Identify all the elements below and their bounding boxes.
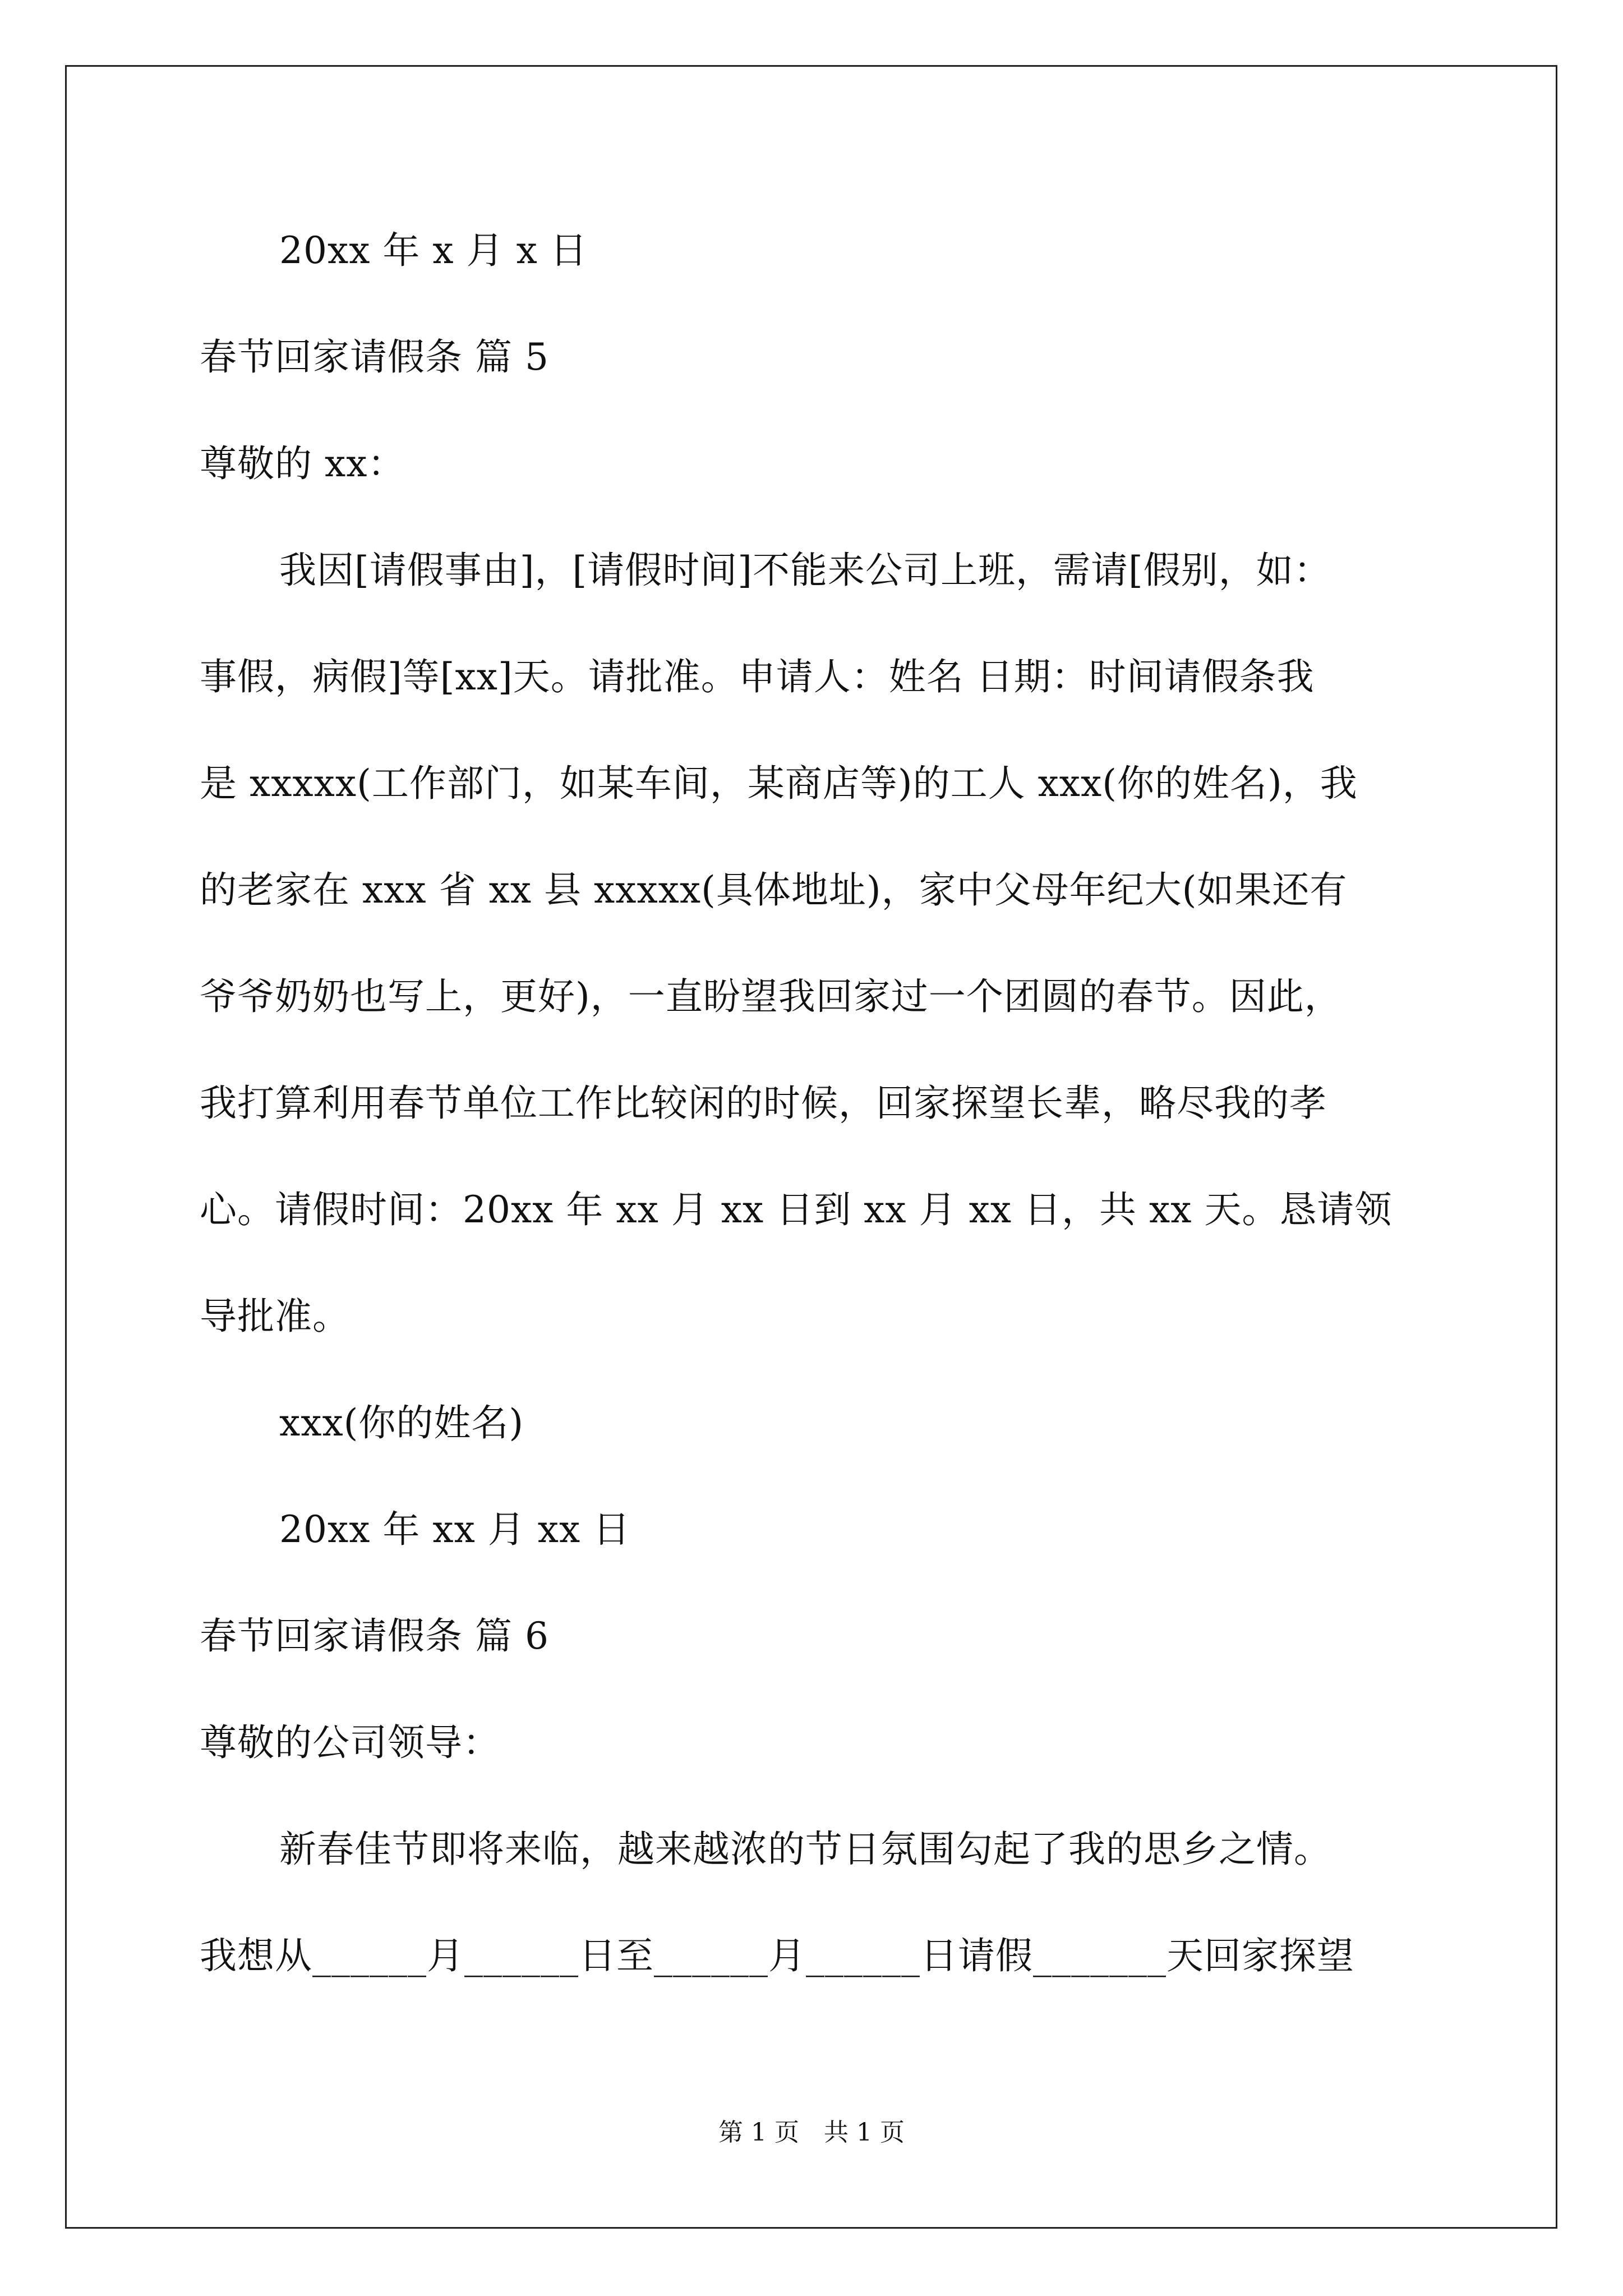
body-paragraph-line: 新春佳节即将来临，越来越浓的节日氛围勾起了我的思乡之情。 [279, 1828, 1331, 1871]
section-heading-6: 春节回家请假条 篇 6 [200, 1614, 549, 1658]
body-paragraph-line: 导批准。 [200, 1295, 350, 1338]
salutation-1: 尊敬的 xx： [200, 442, 405, 485]
date-line-2: 20xx 年 xx 月 xx 日 [279, 1508, 631, 1551]
body-paragraph-line: 我打算利用春节单位工作比较闲的时候，回家探望长辈，略尽我的孝 [200, 1082, 1327, 1125]
date-line-1: 20xx 年 x 月 x 日 [279, 229, 588, 272]
page-border [65, 65, 1557, 2229]
section-heading-5: 春节回家请假条 篇 5 [200, 335, 549, 379]
body-paragraph-line: 事假，病假]等[xx]天。请批准。申请人：姓名 日期：时间请假条我 [200, 655, 1315, 698]
page-footer: 第 1 页 共 1 页 [718, 2118, 905, 2147]
body-paragraph-line: 我因[请假事由]，[请假时间]不能来公司上班，需请[假别，如： [279, 549, 1331, 592]
body-paragraph-line: 的老家在 xxx 省 xx 县 xxxxx(具体地址)，家中父母年纪大(如果还有 [200, 868, 1348, 912]
body-paragraph-line: 爷爷奶奶也写上，更好)，一直盼望我回家过一个团圆的春节。因此， [200, 975, 1342, 1018]
signature-name: xxx(你的姓名) [279, 1401, 524, 1444]
salutation-2: 尊敬的公司领导： [200, 1721, 500, 1764]
body-paragraph-line: 是 xxxxx(工作部门，如某车间，某商店等)的工人 xxx(你的姓名)，我 [200, 762, 1358, 805]
body-paragraph-line: 心。请假时间：20xx 年 xx 月 xx 日到 xx 月 xx 日，共 xx 天。恳请领 [200, 1188, 1393, 1231]
body-paragraph-line: 我想从______月______日至______月______日请假_______天回家探望 [200, 1934, 1354, 1977]
